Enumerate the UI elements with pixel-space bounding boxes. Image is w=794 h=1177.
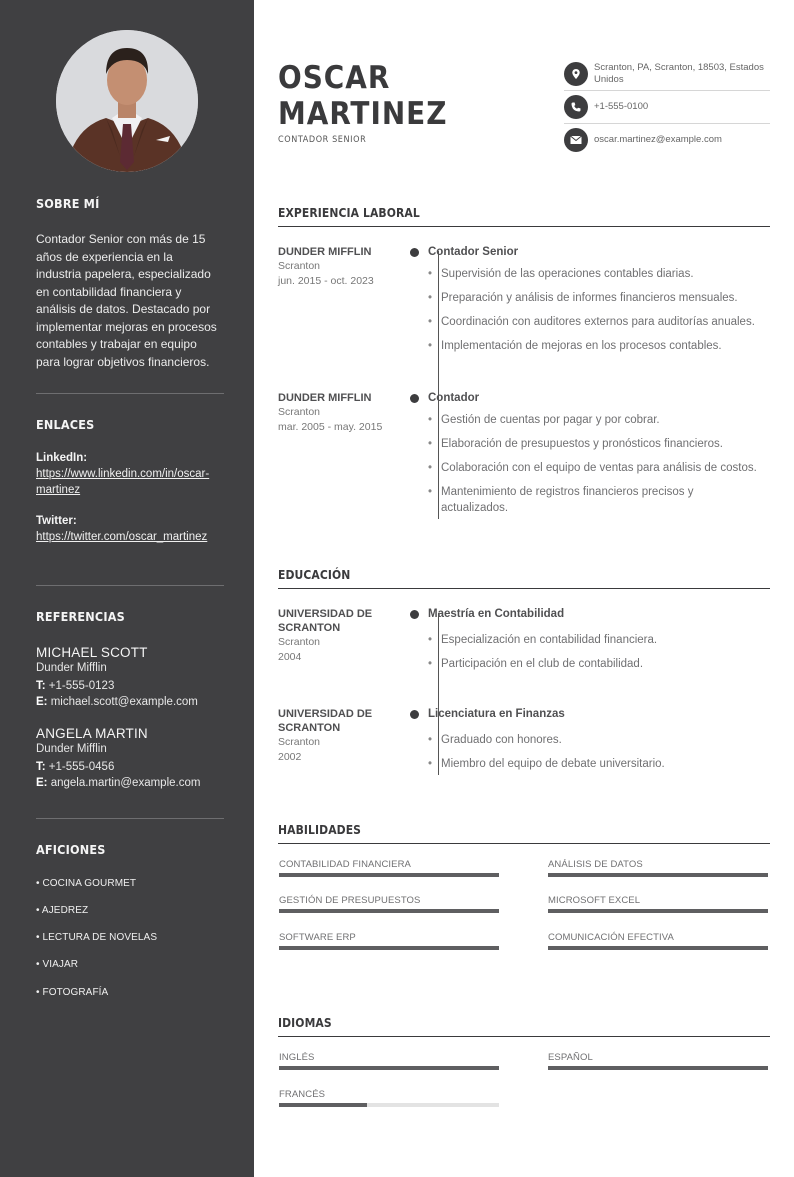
institution: UNIVERSIDAD DE SCRANTON <box>278 608 373 634</box>
twitter-link[interactable]: https://twitter.com/oscar_martinez <box>36 531 208 543</box>
first-name: OSCAR <box>278 60 391 96</box>
responsibility-list <box>428 412 770 516</box>
linkedin-link[interactable]: https://www.linkedin.com/in/oscar-martinez <box>36 468 210 496</box>
location: Scranton <box>278 406 321 418</box>
responsibility-item: • Colaboración con el equipo de ventas para análisis de costos. <box>428 460 770 476</box>
skills-title: HABILIDADES <box>278 823 770 844</box>
link-item-twitter <box>36 515 218 545</box>
skill-item <box>548 932 768 950</box>
responsibility-item: • Gestión de cuentas por pagar y por cobrar. <box>428 412 770 428</box>
hobbies-title: AFICIONES <box>36 842 106 857</box>
link-label: Twitter: <box>36 515 77 527</box>
responsibility-item: • Mantenimiento de registros financieros precisos y actualizados. <box>428 484 748 516</box>
responsibility-item: • Preparación y análisis de informes financieros mensuales. <box>428 290 770 306</box>
main-content <box>254 0 794 1177</box>
email-label: E: <box>36 696 48 708</box>
language-item <box>279 1089 499 1107</box>
hobby-item: • FOTOGRAFÍA <box>36 987 109 998</box>
email-label: E: <box>36 777 48 789</box>
detail-list <box>428 732 770 772</box>
phone-icon <box>564 95 588 119</box>
employer: DUNDER MIFFLIN <box>278 392 372 404</box>
detail-item: • Especialización en contabilidad financiera. <box>428 632 770 648</box>
skill-bar <box>279 873 499 877</box>
reference-phone: +1-555-0123 <box>48 680 115 692</box>
skill-bar <box>548 946 768 950</box>
skill-bar-fill <box>548 873 768 877</box>
responsibility-list <box>428 266 770 354</box>
skill-label: GESTIÓN DE PRESUPUESTOS <box>279 895 421 906</box>
detail-list <box>428 632 770 672</box>
timeline-dot <box>410 248 419 257</box>
skill-item <box>279 932 499 950</box>
timeline-dot <box>410 394 419 403</box>
hobby-item: • VIAJAR <box>36 959 79 970</box>
date-range: jun. 2015 - oct. 2023 <box>278 275 374 287</box>
role-title: Contador Senior <box>428 246 519 258</box>
language-bar-fill <box>548 1066 768 1070</box>
reference-company: Dunder Mifflin <box>36 743 107 755</box>
institution: UNIVERSIDAD DE SCRANTON <box>278 708 373 734</box>
contact-email <box>564 124 770 152</box>
language-bar <box>279 1103 499 1107</box>
location: Scranton <box>278 260 321 272</box>
reference-name: MICHAEL SCOTT <box>36 645 148 660</box>
references-title: REFERENCIAS <box>36 609 125 624</box>
language-label: FRANCÉS <box>279 1089 326 1100</box>
degree-title: Maestría en Contabilidad <box>428 608 565 620</box>
language-item <box>279 1052 499 1070</box>
sidebar-divider <box>36 818 224 819</box>
language-item <box>548 1052 768 1070</box>
sidebar <box>0 0 254 1177</box>
link-item-linkedin <box>36 452 218 498</box>
responsibility-item: • Supervisión de las operaciones contables diarias. <box>428 266 770 282</box>
responsibility-item: • Implementación de mejoras en los procesos contables. <box>428 338 770 354</box>
skill-bar-fill <box>279 873 499 877</box>
skill-bar <box>279 946 499 950</box>
timeline-dot <box>410 710 419 719</box>
language-label: ESPAÑOL <box>548 1052 593 1063</box>
about-title: SOBRE MÍ <box>36 196 100 211</box>
employer: DUNDER MIFFLIN <box>278 246 372 258</box>
skill-label: COMUNICACIÓN EFECTIVA <box>548 932 674 943</box>
experience-title: EXPERIENCIA LABORAL <box>278 206 770 227</box>
detail-item: • Miembro del equipo de debate universitario. <box>428 756 770 772</box>
date-range: mar. 2005 - may. 2015 <box>278 421 383 433</box>
skill-item <box>548 895 768 913</box>
sidebar-divider <box>36 585 224 586</box>
skill-item <box>279 895 499 913</box>
responsibility-item: • Elaboración de presupuestos y pronósticos financieros. <box>428 436 770 452</box>
links-title: ENLACES <box>36 417 95 432</box>
reference-email: angela.martin@example.com <box>50 777 201 789</box>
hobby-item: • AJEDREZ <box>36 905 89 916</box>
detail-item: • Participación en el club de contabilidad. <box>428 656 770 672</box>
location-pin-icon <box>564 62 588 86</box>
skill-item <box>279 859 499 877</box>
reference-phone: +1-555-0456 <box>48 761 115 773</box>
contact-address <box>564 60 770 91</box>
degree-title: Licenciatura en Finanzas <box>428 708 565 720</box>
language-bar-fill <box>279 1066 499 1070</box>
detail-item: • Graduado con honores. <box>428 732 770 748</box>
profile-photo <box>56 30 198 172</box>
skill-bar-fill <box>548 946 768 950</box>
hobby-item: • LECTURA DE NOVELAS <box>36 932 158 943</box>
skill-bar-fill <box>279 909 499 913</box>
language-bar <box>548 1066 768 1070</box>
contact-phone <box>564 91 770 124</box>
about-text: Contador Senior con más de 15 años de experiencia en la industria papelera, especializado en contabilidad financiera y análisis de datos. Destacado por implementar mejoras en procesos contables y trabajar en equipo para lograr objetivos financieros. <box>36 232 217 369</box>
skill-bar-fill <box>548 909 768 913</box>
language-label: INGLÉS <box>279 1052 315 1063</box>
last-name: MARTINEZ <box>278 96 448 132</box>
name-block <box>278 60 447 145</box>
skill-bar-fill <box>279 946 499 950</box>
skill-label: CONTABILIDAD FINANCIERA <box>279 859 411 870</box>
email-text: oscar.martinez@example.com <box>594 134 722 145</box>
reference-name: ANGELA MARTIN <box>36 726 148 741</box>
role-title: Contador <box>428 392 480 404</box>
timeline-dot <box>410 610 419 619</box>
reference-card <box>36 726 200 791</box>
language-bar-fill <box>279 1103 367 1107</box>
address-text: Scranton, PA, Scranton, 18503, Estados Unidos <box>594 62 764 85</box>
skill-bar <box>279 909 499 913</box>
responsibility-item: • Coordinación con auditores externos para auditorías anuales. <box>428 314 770 330</box>
contact-block <box>564 60 770 152</box>
education-title: EDUCACIÓN <box>278 568 770 589</box>
skill-bar <box>548 873 768 877</box>
link-label: LinkedIn: <box>36 452 88 464</box>
year: 2002 <box>278 751 302 763</box>
skill-label: SOFTWARE ERP <box>279 932 356 943</box>
reference-email: michael.scott@example.com <box>50 696 198 708</box>
reference-card <box>36 645 198 710</box>
skill-item <box>548 859 768 877</box>
year: 2004 <box>278 651 302 663</box>
skill-label: ANÁLISIS DE DATOS <box>548 859 643 870</box>
reference-company: Dunder Mifflin <box>36 662 107 674</box>
location: Scranton <box>278 636 321 648</box>
location: Scranton <box>278 736 321 748</box>
sidebar-divider <box>36 393 224 394</box>
languages-title: IDIOMAS <box>278 1016 770 1037</box>
language-bar <box>279 1066 499 1070</box>
phone-text: +1-555-0100 <box>594 101 649 112</box>
skill-label: MICROSOFT EXCEL <box>548 895 641 906</box>
mail-icon <box>564 128 588 152</box>
phone-label: T: <box>36 761 46 773</box>
hobby-item: • COCINA GOURMET <box>36 878 137 889</box>
job-title: CONTADOR SENIOR <box>278 135 367 145</box>
skill-bar <box>548 909 768 913</box>
phone-label: T: <box>36 680 46 692</box>
